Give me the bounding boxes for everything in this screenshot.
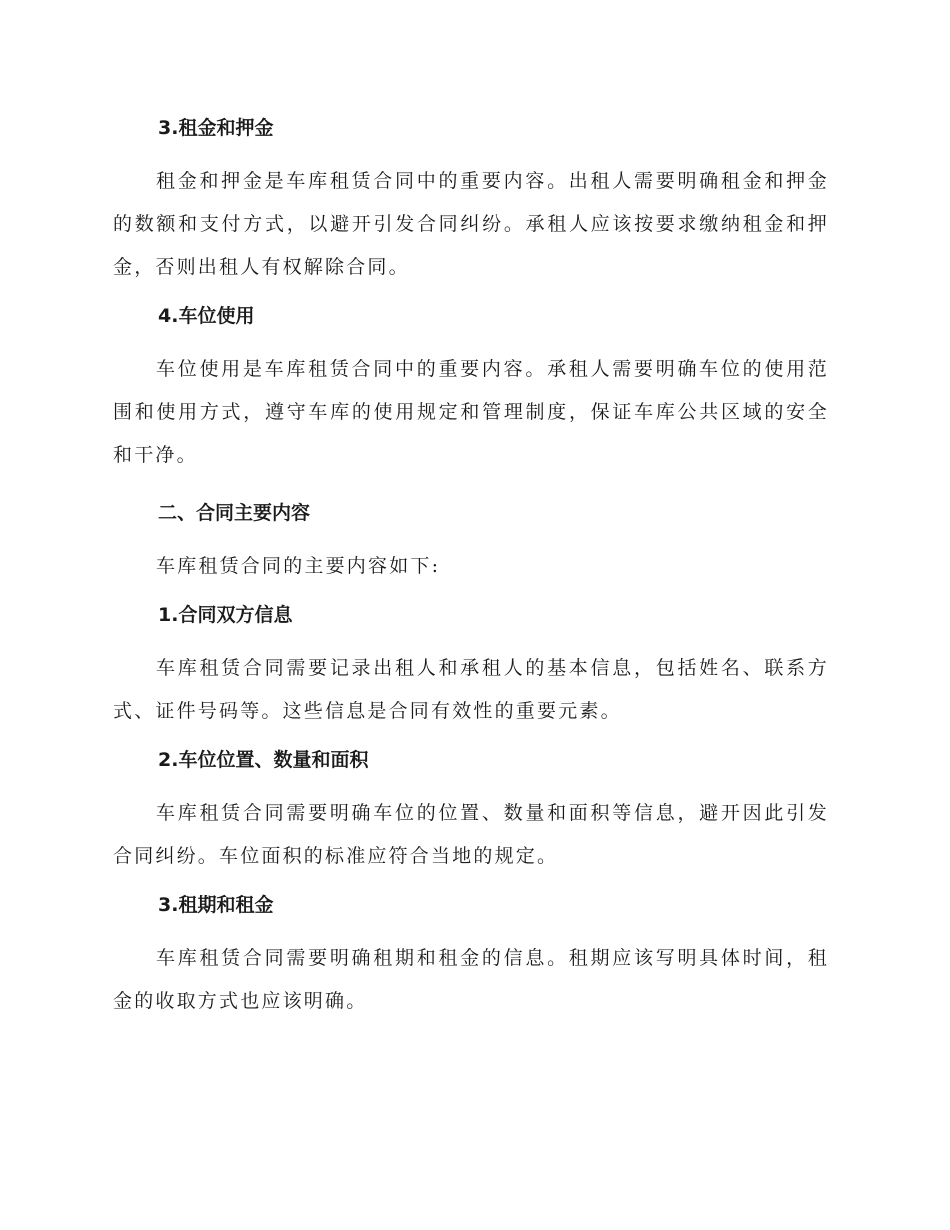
paragraph-main-content-intro: 车库租赁合同的主要内容如下: xyxy=(156,555,441,577)
section-heading-parking-use: 4.车位使用 xyxy=(158,305,255,327)
paragraph-parking-location: 车库租赁合同需要明确车位的位置、数量和面积等信息，避开因此引发合同纠纷。车位面积的标准应符合当地的规定。 xyxy=(113,802,829,867)
document-content xyxy=(113,112,829,1023)
section-heading-rent-deposit: 3.租金和押金 xyxy=(158,117,274,139)
paragraph-lease-term: 车库租赁合同需要明确租期和租金的信息。租期应该写明具体时间，租金的收取方式也应该明确。 xyxy=(113,947,829,1012)
section-heading-main-content: 二、合同主要内容 xyxy=(158,502,311,524)
paragraph-parking-use: 车位使用是车库租赁合同中的重要内容。承租人需要明确车位的使用范围和使用方式，遵守车库的使用规定和管理制度，保证车库公共区域的安全和干净。 xyxy=(113,358,829,466)
section-heading-lease-term: 3.租期和租金 xyxy=(158,894,274,916)
section-heading-parking-location: 2.车位位置、数量和面积 xyxy=(158,749,369,771)
section-heading-party-info: 1.合同双方信息 xyxy=(158,604,293,626)
paragraph-party-info: 车库租赁合同需要记录出租人和承租人的基本信息，包括姓名、联系方式、证件号码等。这些信息是合同有效性的重要元素。 xyxy=(113,657,829,722)
paragraph-rent-deposit: 租金和押金是车库租赁合同中的重要内容。出租人需要明确租金和押金的数额和支付方式，以避开引发合同纠纷。承租人应该按要求缴纳租金和押金，否则出租人有权解除合同。 xyxy=(113,170,829,278)
